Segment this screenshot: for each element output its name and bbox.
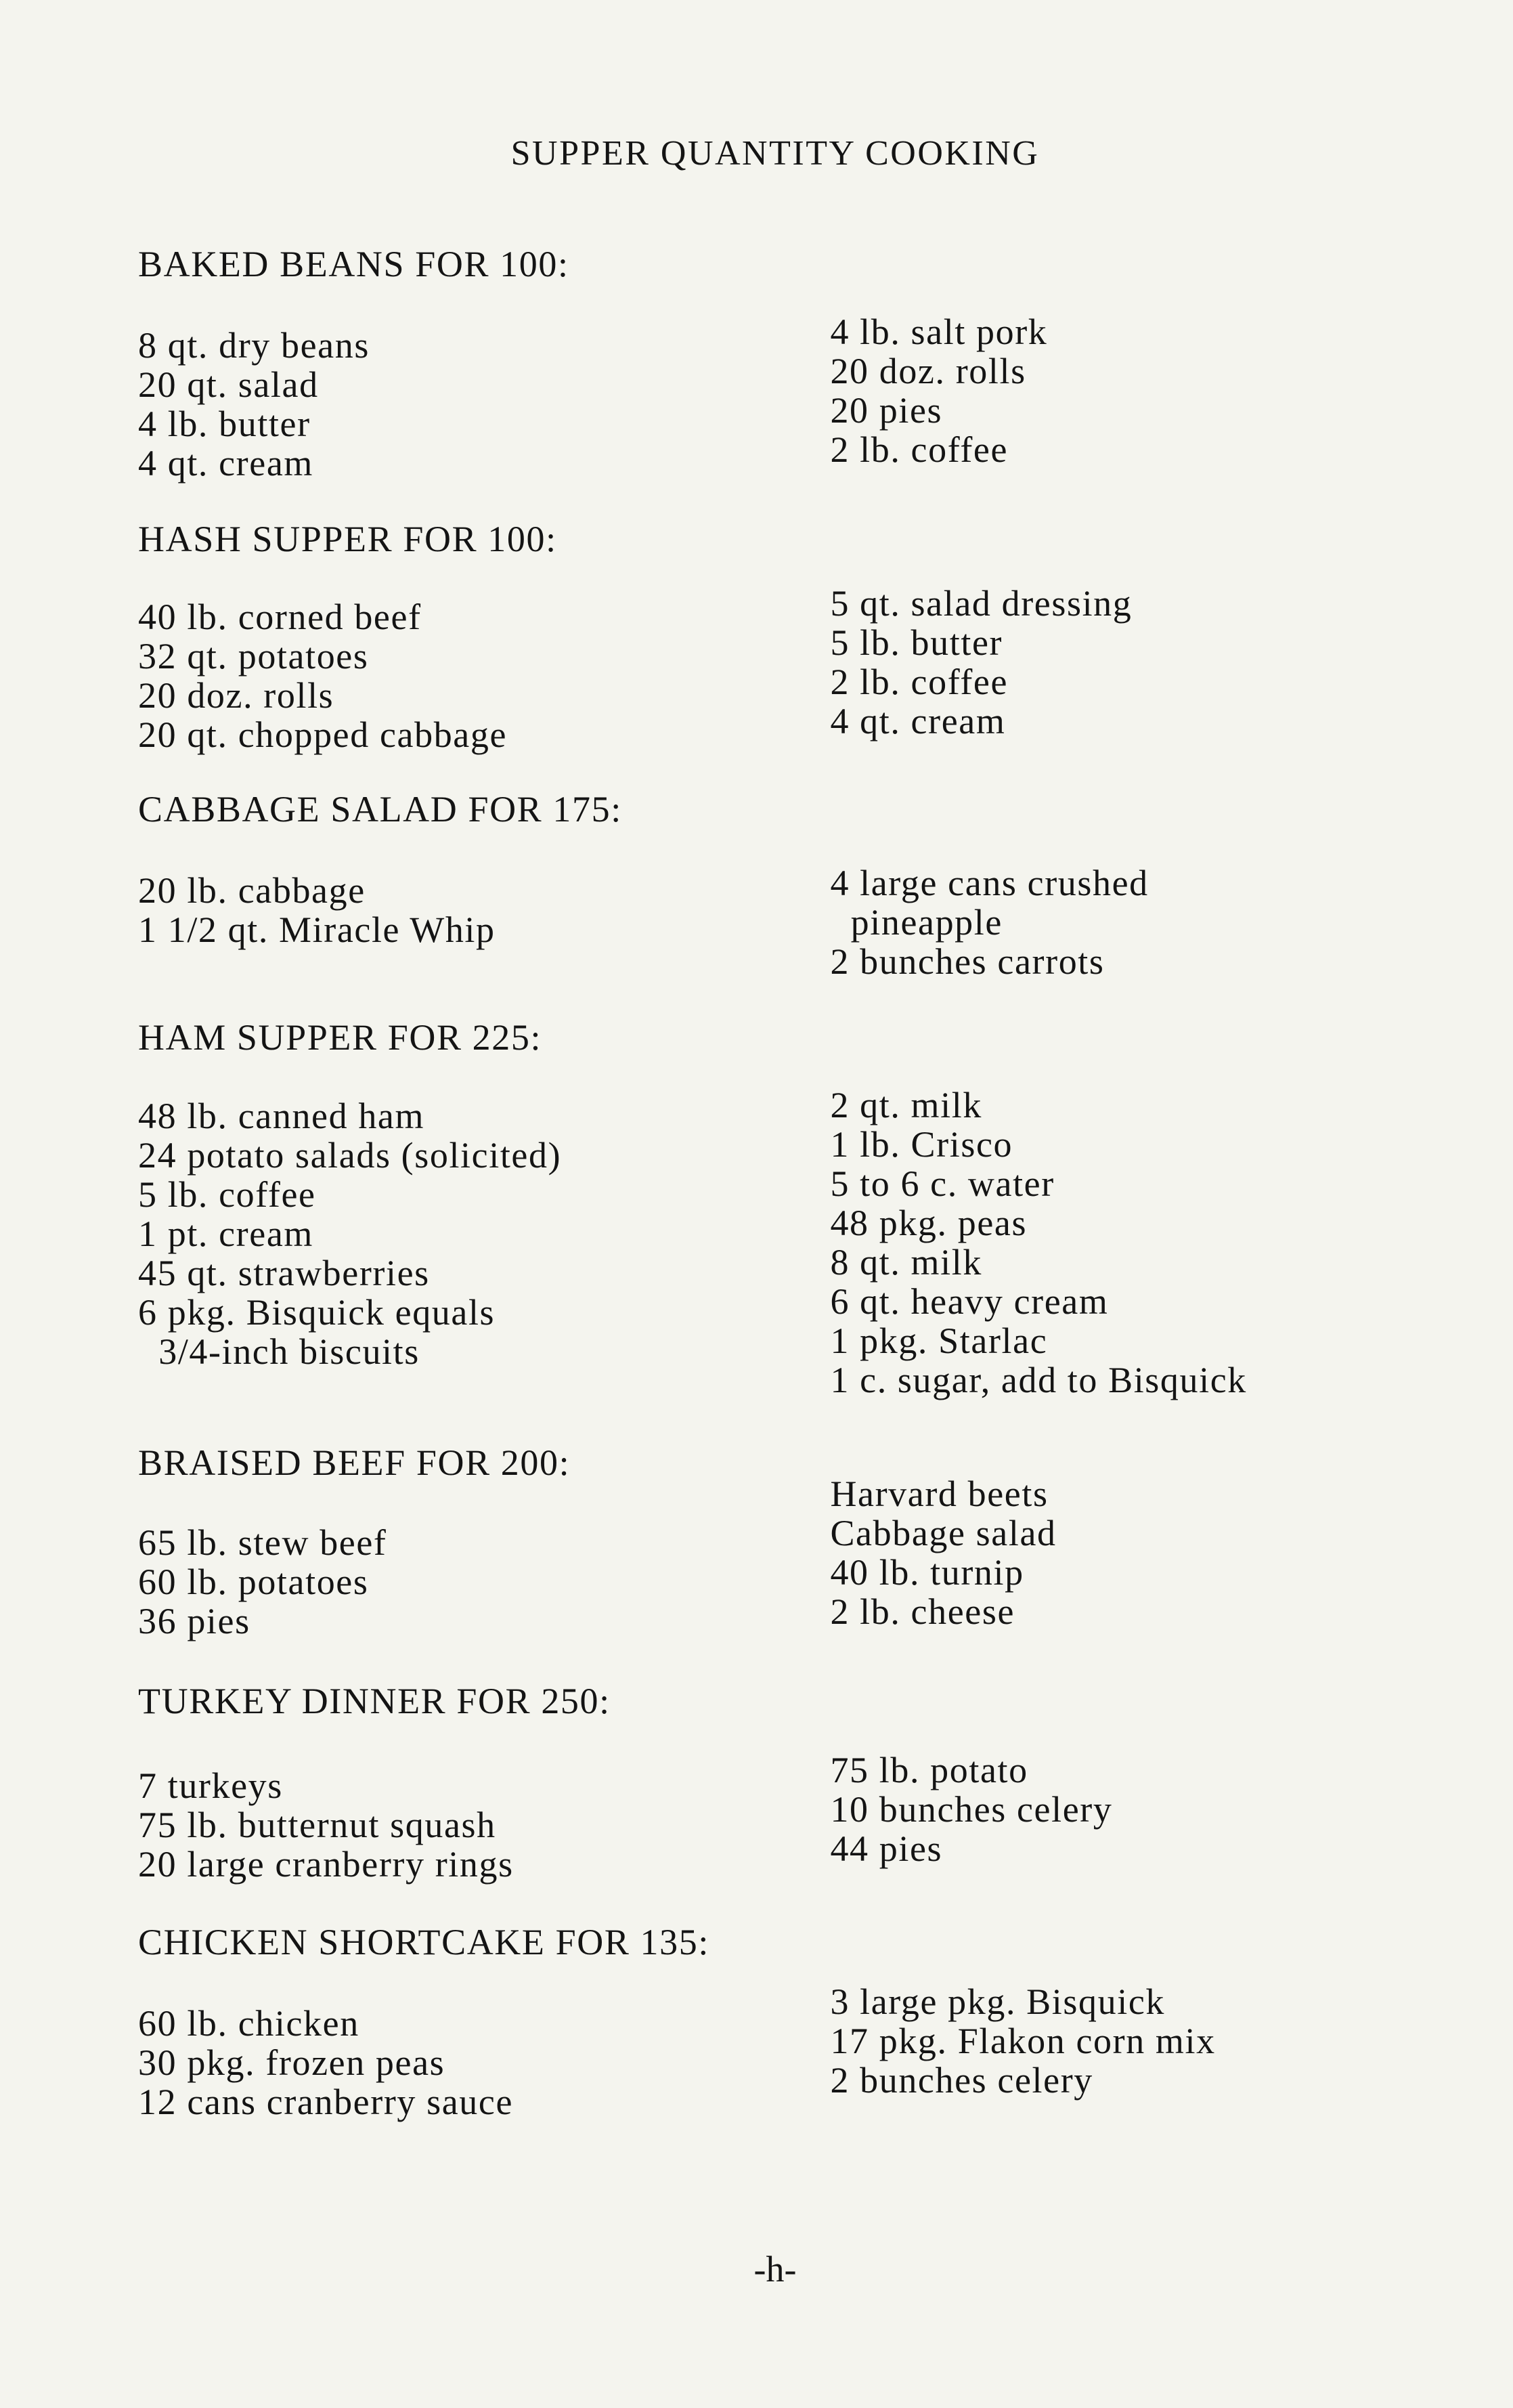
ingredient-left: 75 lb. butternut squash xyxy=(138,1804,496,1845)
ingredient-right: 5 lb. butter xyxy=(830,622,1003,663)
ingredient-left: 20 qt. salad xyxy=(138,364,319,406)
ingredient-left: 8 qt. dry beans xyxy=(138,325,370,366)
ingredient-left: 4 qt. cream xyxy=(138,443,314,484)
ingredient-right: 8 qt. milk xyxy=(830,1242,982,1283)
ingredient-right: 2 lb. coffee xyxy=(830,662,1009,702)
ingredient-right: 40 lb. turnip xyxy=(830,1551,1024,1593)
ingredient-left: 4 lb. butter xyxy=(138,404,311,445)
ingredient-right: 10 bunches celery xyxy=(830,1788,1113,1830)
ingredient-left: 5 lb. coffee xyxy=(138,1174,316,1216)
ingredient-left: 45 qt. strawberries xyxy=(138,1253,430,1294)
ingredient-right: 1 lb. Crisco xyxy=(830,1124,1013,1165)
ingredient-left: 20 qt. chopped cabbage xyxy=(138,714,508,756)
ingredient-left: 40 lb. corned beef xyxy=(138,597,422,638)
ingredient-right: 75 lb. potato xyxy=(830,1749,1028,1790)
ingredient-right: Cabbage salad xyxy=(830,1512,1057,1553)
ingredient-left: 1 1/2 qt. Miracle Whip xyxy=(138,909,496,950)
ingredient-left: 20 large cranberry rings xyxy=(138,1843,514,1885)
section-heading: BRAISED BEEF FOR 200: xyxy=(138,1442,571,1484)
ingredient-left: 30 pkg. frozen peas xyxy=(138,2042,445,2083)
section-heading: HAM SUPPER FOR 225: xyxy=(138,1017,542,1058)
section-heading: CHICKEN SHORTCAKE FOR 135: xyxy=(138,1921,709,1962)
ingredient-right: 17 pkg. Flakon corn mix xyxy=(830,2021,1216,2062)
ingredient-right: 3 large pkg. Bisquick xyxy=(830,1981,1165,2023)
ingredient-right: 2 qt. milk xyxy=(830,1085,982,1126)
ingredient-left: 60 lb. chicken xyxy=(138,2002,359,2044)
ingredient-left: 6 pkg. Bisquick equals xyxy=(138,1292,496,1333)
ingredient-left: 3/4-inch biscuits xyxy=(138,1331,420,1373)
ingredient-right: 2 bunches carrots xyxy=(830,941,1105,982)
ingredient-left: 7 turkeys xyxy=(138,1765,283,1806)
ingredient-left: 24 potato salads (solicited) xyxy=(138,1135,562,1176)
ingredient-right: 2 lb. coffee xyxy=(830,429,1009,470)
ingredient-right: 1 c. sugar, add to Bisquick xyxy=(830,1360,1247,1401)
ingredient-right: 1 pkg. Starlac xyxy=(830,1320,1048,1362)
section-heading: BAKED BEANS FOR 100: xyxy=(138,243,569,284)
section-heading: HASH SUPPER FOR 100: xyxy=(138,518,557,559)
ingredient-left: 20 doz. rolls xyxy=(138,675,334,716)
ingredient-left: 1 pt. cream xyxy=(138,1213,314,1255)
ingredient-right: 4 large cans crushed xyxy=(830,862,1149,903)
ingredient-right: 4 qt. cream xyxy=(830,701,1006,742)
ingredient-left: 12 cans cranberry sauce xyxy=(138,2081,514,2122)
ingredient-right: 4 lb. salt pork xyxy=(830,311,1048,352)
ingredient-right: 20 pies xyxy=(830,389,943,431)
ingredient-right: 6 qt. heavy cream xyxy=(830,1281,1109,1323)
ingredient-left: 65 lb. stew beef xyxy=(138,1522,387,1564)
ingredient-right: pineapple xyxy=(830,901,1003,943)
ingredient-left: 36 pies xyxy=(138,1601,250,1642)
ingredient-right: 44 pies xyxy=(830,1828,943,1869)
ingredient-right: 5 to 6 c. water xyxy=(830,1163,1055,1205)
ingredient-left: 60 lb. potatoes xyxy=(138,1562,369,1603)
page-title: SUPPER QUANTITY COOKING xyxy=(510,134,1040,173)
ingredient-right: 2 lb. cheese xyxy=(830,1591,1015,1632)
section-heading: TURKEY DINNER FOR 250: xyxy=(138,1680,611,1721)
ingredient-right: 48 pkg. peas xyxy=(830,1203,1028,1244)
ingredient-left: 20 lb. cabbage xyxy=(138,869,366,911)
section-heading: CABBAGE SALAD FOR 175: xyxy=(138,788,622,830)
ingredient-right: 2 bunches celery xyxy=(830,2060,1093,2101)
ingredient-left: 32 qt. potatoes xyxy=(138,636,369,677)
ingredient-right: 5 qt. salad dressing xyxy=(830,582,1133,624)
ingredient-right: 20 doz. rolls xyxy=(830,350,1026,391)
ingredient-left: 48 lb. canned ham xyxy=(138,1096,425,1137)
page-number: -h- xyxy=(753,2249,797,2289)
ingredient-right: Harvard beets xyxy=(830,1473,1049,1514)
